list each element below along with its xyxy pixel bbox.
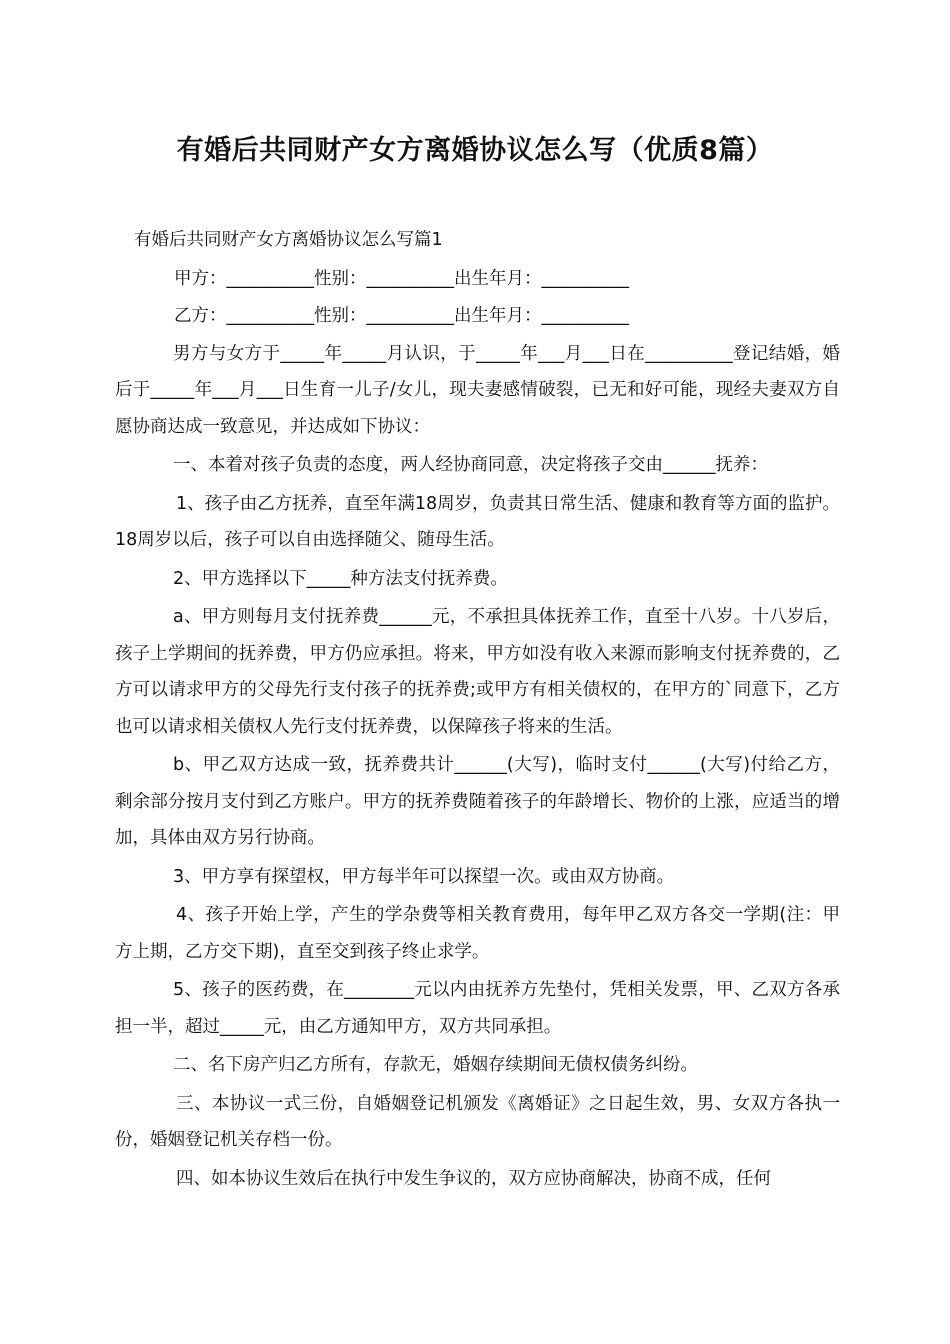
paragraph-item-2: 2、甲方选择以下_____种方法支付抚养费。 [173,568,508,589]
document-body [0,222,950,1199]
paragraph-item-a: a、甲方则每月支付抚养费______元，不承担具体抚养工作，直至十八岁。十八岁后，孩子上学期间的抚养费，甲方仍应承担。将来，甲方如没有收入来源而影响支付抚养费的，乙方可以请求甲方的父母先行支付孩子的抚养费;或甲方有相关债权的，在甲方的`同意下，乙方也可以请求相关债权人先行支付抚养费，以保障孩子将来的生活。 [115,607,840,737]
paragraph-clause-3: 三、本协议一式三份，自婚姻登记机颁发《离婚证》之日起生效，男、女双方各执一份，婚姻登记机关存档一份。 [115,1093,840,1150]
paragraph-item-4: 4、孩子开始上学，产生的学杂费等相关教育费用，每年甲乙双方各交一学期(注：甲方上期，乙方交下期)，直至交到孩子终止求学。 [115,905,840,962]
paragraph-item-1: 1、孩子由乙方抚养，直至年满18周岁，负责其日常生活、健康和教育等方面的监护。18周岁以后，孩子可以自由选择随父、随母生活。 [115,493,840,550]
paragraph-item-b: b、甲乙双方达成一致，抚养费共计______(大写)，临时支付______(大写)付给乙方，剩余部分按月支付到乙方账户。甲方的抚养费随着孩子的年龄增长、物价的上涨，应适当的增加，具体由双方另行协商。 [115,755,840,848]
paragraph-item-3: 3、甲方享有探望权，甲方每半年可以探望一次。或由双方协商。 [173,866,675,887]
paragraph-clause-2: 二、名下房产归乙方所有，存款无，婚姻存续期间无债权债务纠纷。 [173,1055,698,1075]
paragraph-item-5: 5、孩子的医药费，在________元以内由抚养方先垫付，凭相关发票，甲、乙双方各承担一半，超过_____元，由乙方通知甲方，双方共同承担。 [115,980,840,1037]
paragraph-clause-1: 一、本着对孩子负责的态度，两人经协商同意，决定将孩子交由______抚养： [173,455,768,475]
document-title: 有婚后共同财产女方离婚协议怎么写（优质8篇） [176,135,774,166]
paragraph-clause-4: 四、如本协议生效后在执行中发生争议的，双方应协商解决，协商不成，任何 [176,1168,771,1189]
party-a-line: 甲方：__________性别：__________出生年月：__________ [174,268,629,289]
party-b-line: 乙方：__________性别：__________出生年月：__________ [174,306,629,326]
paragraph-intro: 男方与女方于_____年_____月认识，于_____年___月___日在__________登记结婚，婚后于_____年___月___日生育一儿子/女儿，现夫妻感情破裂，已无和好可能，现经夫妻双方自愿协商达成一致意见，并达成如下协议： [115,343,840,437]
section-heading: 有婚后共同财产女方离婚协议怎么写篇1 [134,230,443,250]
